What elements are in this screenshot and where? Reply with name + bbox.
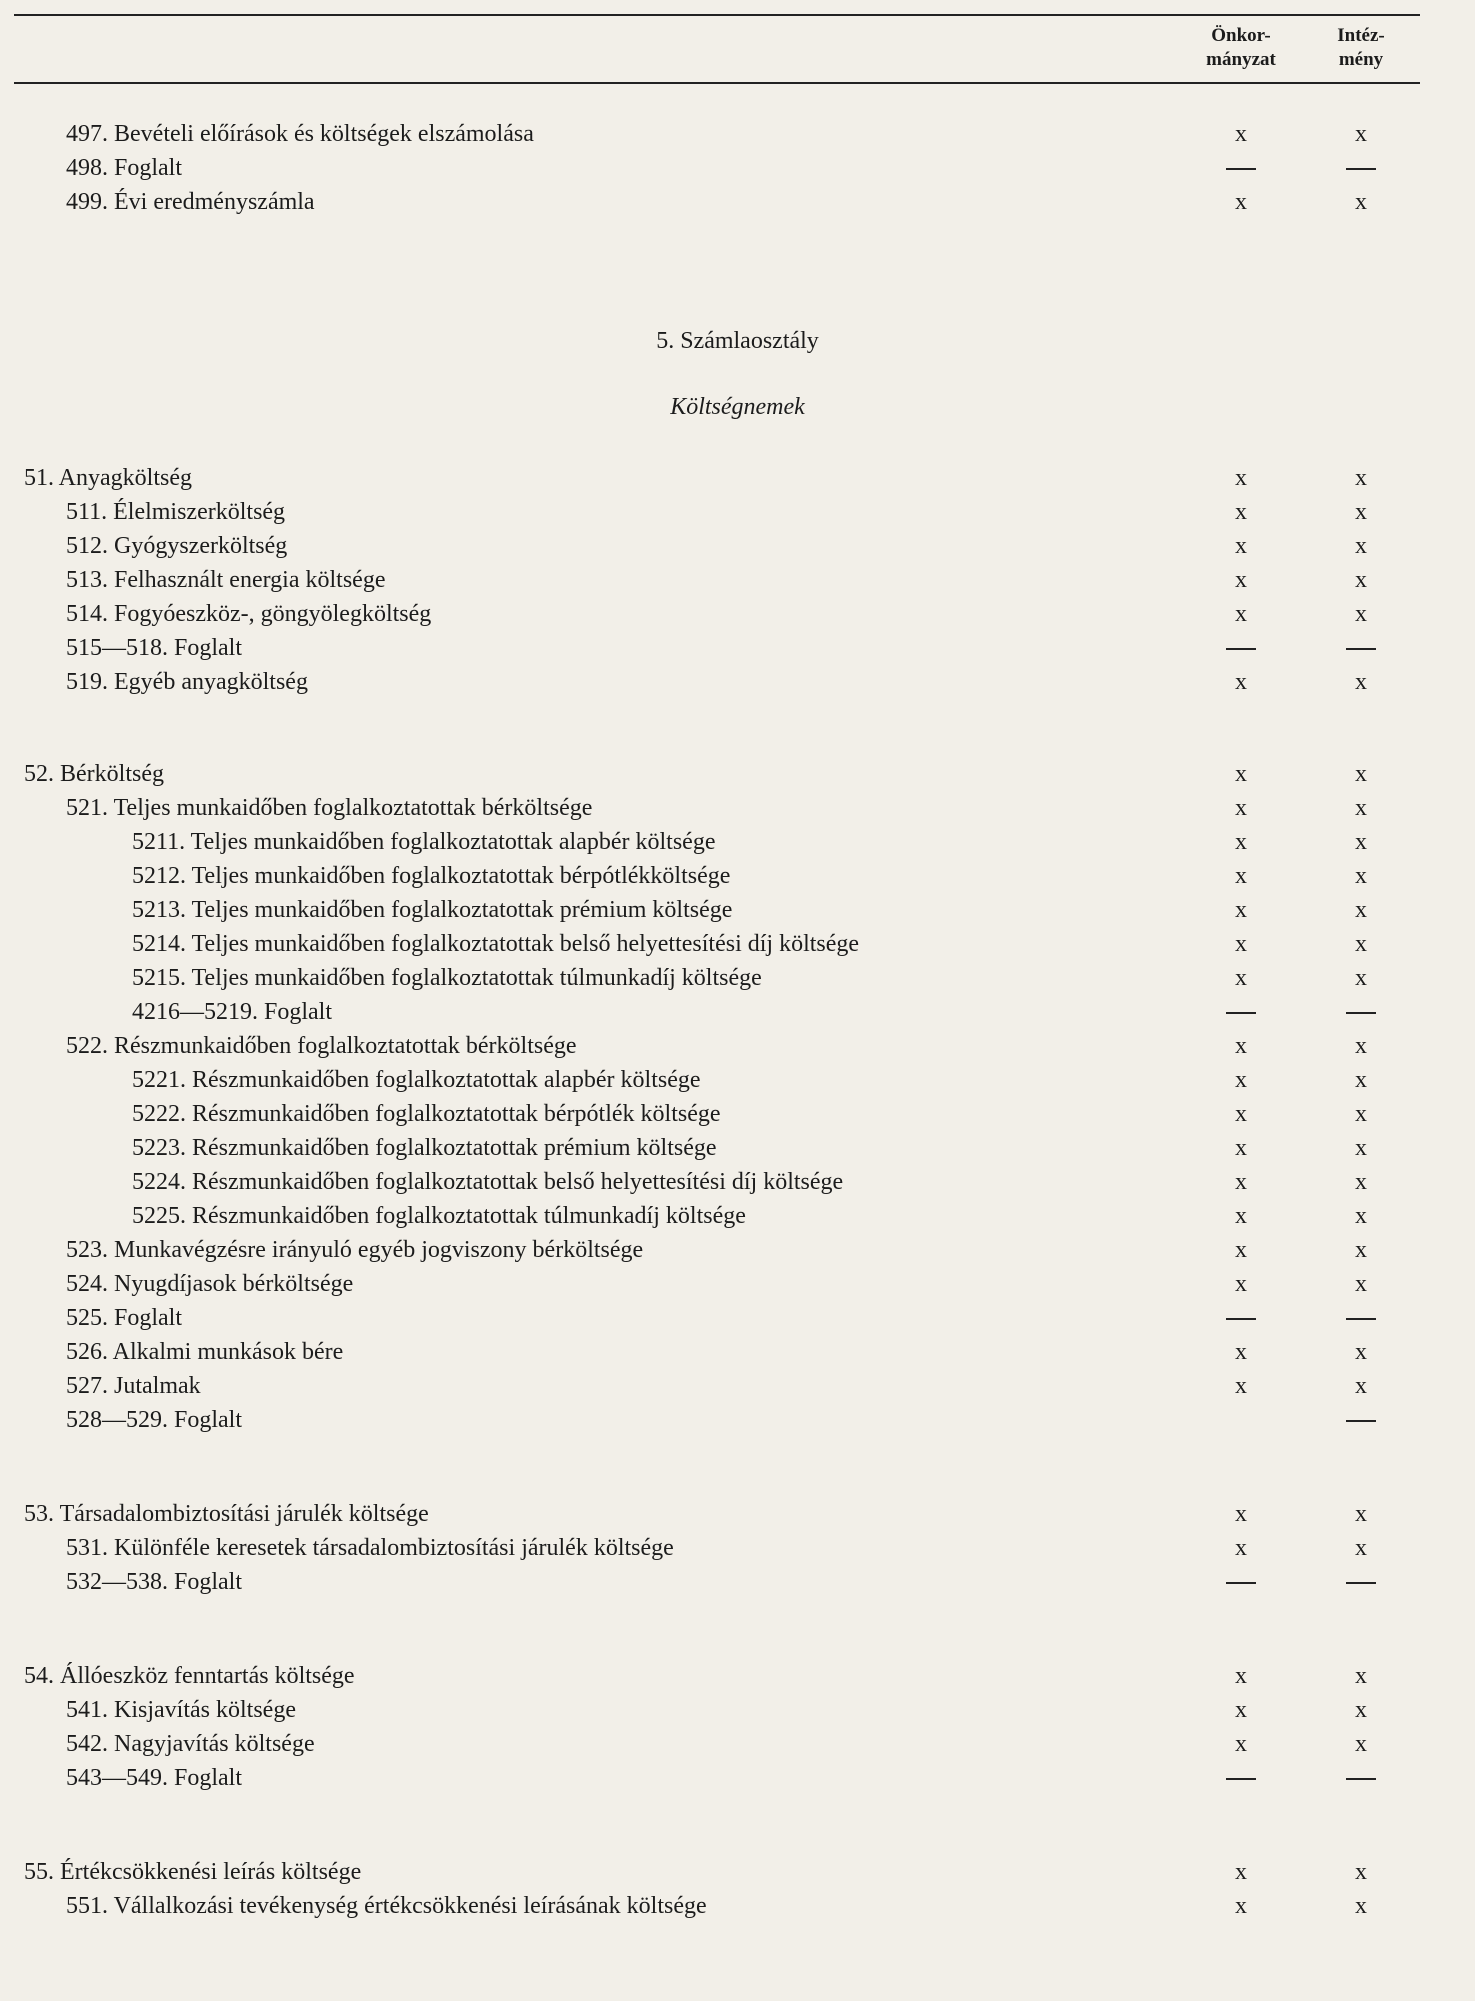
onkormanyzat-mark: x: [1235, 1339, 1247, 1365]
account-row: [0, 1302, 1475, 1334]
account-row: [0, 496, 1475, 528]
dash-mark: [1346, 1778, 1376, 1780]
intezmeny-mark: x: [1355, 931, 1367, 957]
account-row: [0, 666, 1475, 698]
intezmeny-mark: x: [1355, 795, 1367, 821]
account-label: 53. Társadalombiztosítási járulék költsége: [24, 1501, 429, 1527]
dash-mark: [1346, 1420, 1376, 1422]
dash-mark: [1226, 168, 1256, 170]
account-row: [0, 1064, 1475, 1096]
dash-mark: [1346, 648, 1376, 650]
intezmeny-mark: x: [1355, 1501, 1367, 1527]
onkormanyzat-mark: x: [1235, 1101, 1247, 1127]
onkormanyzat-mark: x: [1235, 897, 1247, 923]
account-label: 551. Vállalkozási tevékenység értékcsökkenési leírásának költsége: [66, 1893, 707, 1919]
onkormanyzat-mark: x: [1235, 1135, 1247, 1161]
onkormanyzat-mark: x: [1235, 1893, 1247, 1919]
account-label: 498. Foglalt: [66, 155, 183, 181]
account-label: 515—518. Foglalt: [66, 635, 243, 661]
account-label: 52. Bérköltség: [24, 761, 164, 787]
account-label: 513. Felhasznált energia költsége: [66, 567, 386, 593]
account-label: 55. Értékcsökkenési leírás költsége: [24, 1859, 362, 1885]
intezmeny-mark: x: [1355, 1067, 1367, 1093]
account-row: [0, 1030, 1475, 1062]
account-row: [0, 860, 1475, 892]
onkormanyzat-mark: x: [1235, 1859, 1247, 1885]
intezmeny-mark: [1341, 996, 1381, 1028]
account-label: 528—529. Foglalt: [66, 1407, 243, 1433]
account-row: [0, 1660, 1475, 1692]
onkormanyzat-mark: x: [1235, 601, 1247, 627]
account-row: [0, 1234, 1475, 1266]
intezmeny-mark: x: [1355, 1859, 1367, 1885]
column-header-onkormanyzat: Önkor- mányzat: [1206, 25, 1276, 70]
intezmeny-mark: x: [1355, 1339, 1367, 1365]
onkormanyzat-mark: x: [1235, 1169, 1247, 1195]
intezmeny-mark: x: [1355, 465, 1367, 491]
intezmeny-mark: x: [1355, 1203, 1367, 1229]
account-label: 512. Gyógyszerköltség: [66, 533, 288, 559]
intezmeny-mark: [1341, 1762, 1381, 1794]
account-label: 5222. Részmunkaidőben foglalkoztatottak bérpótlék költsége: [132, 1101, 721, 1127]
account-row: [0, 530, 1475, 562]
intezmeny-mark: x: [1355, 1731, 1367, 1757]
account-label: 5212. Teljes munkaidőben foglalkoztatottak bérpótlékköltsége: [132, 863, 731, 889]
account-label: 532—538. Foglalt: [66, 1569, 243, 1595]
account-label: 54. Állóeszköz fenntartás költsége: [24, 1663, 355, 1689]
account-row: [0, 1856, 1475, 1888]
account-label: 5214. Teljes munkaidőben foglalkoztatottak belső helyettesítési díj költsége: [132, 931, 860, 957]
intezmeny-mark: x: [1355, 1663, 1367, 1689]
account-row: [0, 792, 1475, 824]
intezmeny-mark: [1341, 1302, 1381, 1334]
account-row: [0, 1268, 1475, 1300]
onkormanyzat-mark: x: [1235, 669, 1247, 695]
account-row: [0, 1762, 1475, 1794]
intezmeny-mark: x: [1355, 1169, 1367, 1195]
account-row: [0, 826, 1475, 858]
account-label: 523. Munkavégzésre irányuló egyéb jogviszony bérköltsége: [66, 1237, 644, 1263]
intezmeny-mark: x: [1355, 669, 1367, 695]
onkormanyzat-mark: x: [1235, 121, 1247, 147]
dash-mark: [1226, 1778, 1256, 1780]
account-row: [0, 1728, 1475, 1760]
intezmeny-mark: x: [1355, 1135, 1367, 1161]
account-row: [0, 598, 1475, 630]
intezmeny-mark: x: [1355, 1373, 1367, 1399]
account-label: 511. Élelmiszerköltség: [66, 499, 286, 525]
onkormanyzat-mark: x: [1235, 1535, 1247, 1561]
account-label: 524. Nyugdíjasok bérköltsége: [66, 1271, 354, 1297]
column-header-intezmeny: Intéz- mény: [1337, 25, 1385, 70]
onkormanyzat-mark: [1221, 152, 1261, 184]
onkormanyzat-mark: x: [1235, 1373, 1247, 1399]
account-row: [0, 152, 1475, 184]
onkormanyzat-mark: x: [1235, 965, 1247, 991]
dash-mark: [1346, 1012, 1376, 1014]
account-label: 531. Különféle keresetek társadalombiztosítási járulék költsége: [66, 1535, 674, 1561]
account-label: 499. Évi eredményszámla: [66, 189, 315, 215]
intezmeny-mark: x: [1355, 1697, 1367, 1723]
intezmeny-mark: x: [1355, 189, 1367, 215]
onkormanyzat-mark: x: [1235, 795, 1247, 821]
account-row: [0, 564, 1475, 596]
onkormanyzat-mark: x: [1235, 567, 1247, 593]
onkormanyzat-mark: x: [1235, 1501, 1247, 1527]
onkormanyzat-mark: x: [1235, 465, 1247, 491]
account-label: 527. Jutalmak: [66, 1373, 201, 1399]
onkormanyzat-mark: x: [1235, 533, 1247, 559]
account-label: 5223. Részmunkaidőben foglalkoztatottak prémium költsége: [132, 1135, 717, 1161]
account-row: [0, 1200, 1475, 1232]
dash-mark: [1346, 168, 1376, 170]
onkormanyzat-mark: x: [1235, 1731, 1247, 1757]
account-row: [0, 1532, 1475, 1564]
account-label: 5211. Teljes munkaidőben foglalkoztatottak alapbér költsége: [132, 829, 716, 855]
account-label: 5215. Teljes munkaidőben foglalkoztatottak túlmunkadíj költsége: [132, 965, 762, 991]
onkormanyzat-mark: x: [1235, 761, 1247, 787]
onkormanyzat-mark: [1221, 1302, 1261, 1334]
top-rule: [14, 14, 1420, 16]
onkormanyzat-mark: [1221, 632, 1261, 664]
account-row: [0, 1890, 1475, 1922]
intezmeny-mark: x: [1355, 1535, 1367, 1561]
onkormanyzat-mark: x: [1235, 1067, 1247, 1093]
account-label: 51. Anyagköltség: [24, 465, 192, 491]
onkormanyzat-mark: x: [1235, 931, 1247, 957]
onkormanyzat-mark: x: [1235, 189, 1247, 215]
dash-mark: [1226, 1318, 1256, 1320]
account-row: [0, 928, 1475, 960]
section-title: 5. Számlaosztály: [656, 328, 819, 354]
onkormanyzat-mark: x: [1235, 829, 1247, 855]
account-row: [0, 1566, 1475, 1598]
intezmeny-mark: x: [1355, 567, 1367, 593]
intezmeny-mark: x: [1355, 1893, 1367, 1919]
account-label: 5224. Részmunkaidőben foglalkoztatottak belső helyettesítési díj költsége: [132, 1169, 844, 1195]
account-row: [0, 1694, 1475, 1726]
onkormanyzat-mark: x: [1235, 499, 1247, 525]
account-row: [0, 1336, 1475, 1368]
account-label: 522. Részmunkaidőben foglalkoztatottak bérköltsége: [66, 1033, 577, 1059]
section-subtitle: Költségnemek: [670, 394, 805, 420]
onkormanyzat-mark: x: [1235, 1203, 1247, 1229]
onkormanyzat-mark: x: [1235, 1033, 1247, 1059]
intezmeny-mark: x: [1355, 499, 1367, 525]
intezmeny-mark: x: [1355, 965, 1367, 991]
account-row: [0, 1098, 1475, 1130]
account-row: [0, 962, 1475, 994]
account-label: 4216—5219. Foglalt: [132, 999, 333, 1025]
account-row: [0, 1498, 1475, 1530]
account-row: [0, 996, 1475, 1028]
account-row: [0, 1370, 1475, 1402]
account-row: [0, 1404, 1475, 1436]
intezmeny-mark: [1341, 152, 1381, 184]
account-label: 514. Fogyóeszköz-, göngyölegköltség: [66, 601, 432, 627]
intezmeny-mark: [1341, 1566, 1381, 1598]
dash-mark: [1226, 1582, 1256, 1584]
onkormanyzat-mark: x: [1235, 1271, 1247, 1297]
account-row: [0, 758, 1475, 790]
account-row: [0, 1132, 1475, 1164]
header-rule: [14, 82, 1420, 84]
intezmeny-mark: [1341, 1404, 1381, 1436]
account-row: [0, 186, 1475, 218]
onkormanyzat-mark: x: [1235, 1237, 1247, 1263]
account-label: 521. Teljes munkaidőben foglalkoztatottak bérköltsége: [66, 795, 593, 821]
account-label: 5221. Részmunkaidőben foglalkoztatottak alapbér költsége: [132, 1067, 701, 1093]
account-label: 525. Foglalt: [66, 1305, 183, 1331]
onkormanyzat-mark: [1221, 1566, 1261, 1598]
intezmeny-mark: x: [1355, 761, 1367, 787]
dash-mark: [1226, 1012, 1256, 1014]
account-row: [0, 632, 1475, 664]
onkormanyzat-mark: x: [1235, 863, 1247, 889]
account-label: 542. Nagyjavítás költsége: [66, 1731, 315, 1757]
onkormanyzat-mark: x: [1235, 1697, 1247, 1723]
account-row: [0, 894, 1475, 926]
dash-mark: [1346, 1582, 1376, 1584]
account-label: 543—549. Foglalt: [66, 1765, 243, 1791]
intezmeny-mark: x: [1355, 863, 1367, 889]
account-label: 541. Kisjavítás költsége: [66, 1697, 296, 1723]
account-label: 497. Bevételi előírások és költségek elszámolása: [66, 121, 534, 147]
dash-mark: [1226, 648, 1256, 650]
account-label: 5225. Részmunkaidőben foglalkoztatottak túlmunkadíj költsége: [132, 1203, 746, 1229]
intezmeny-mark: x: [1355, 1271, 1367, 1297]
intezmeny-mark: x: [1355, 1101, 1367, 1127]
intezmeny-mark: x: [1355, 897, 1367, 923]
account-row: [0, 1166, 1475, 1198]
dash-mark: [1346, 1318, 1376, 1320]
account-label: 5213. Teljes munkaidőben foglalkoztatottak prémium költsége: [132, 897, 733, 923]
intezmeny-mark: x: [1355, 533, 1367, 559]
intezmeny-mark: [1341, 632, 1381, 664]
onkormanyzat-mark: [1221, 996, 1261, 1028]
onkormanyzat-mark: x: [1235, 1663, 1247, 1689]
account-label: 526. Alkalmi munkások bére: [66, 1339, 344, 1365]
intezmeny-mark: x: [1355, 829, 1367, 855]
intezmeny-mark: x: [1355, 1033, 1367, 1059]
intezmeny-mark: x: [1355, 121, 1367, 147]
onkormanyzat-mark: [1221, 1762, 1261, 1794]
intezmeny-mark: x: [1355, 601, 1367, 627]
account-label: 519. Egyéb anyagköltség: [66, 669, 308, 695]
intezmeny-mark: x: [1355, 1237, 1367, 1263]
account-row: [0, 462, 1475, 494]
account-row: [0, 118, 1475, 150]
